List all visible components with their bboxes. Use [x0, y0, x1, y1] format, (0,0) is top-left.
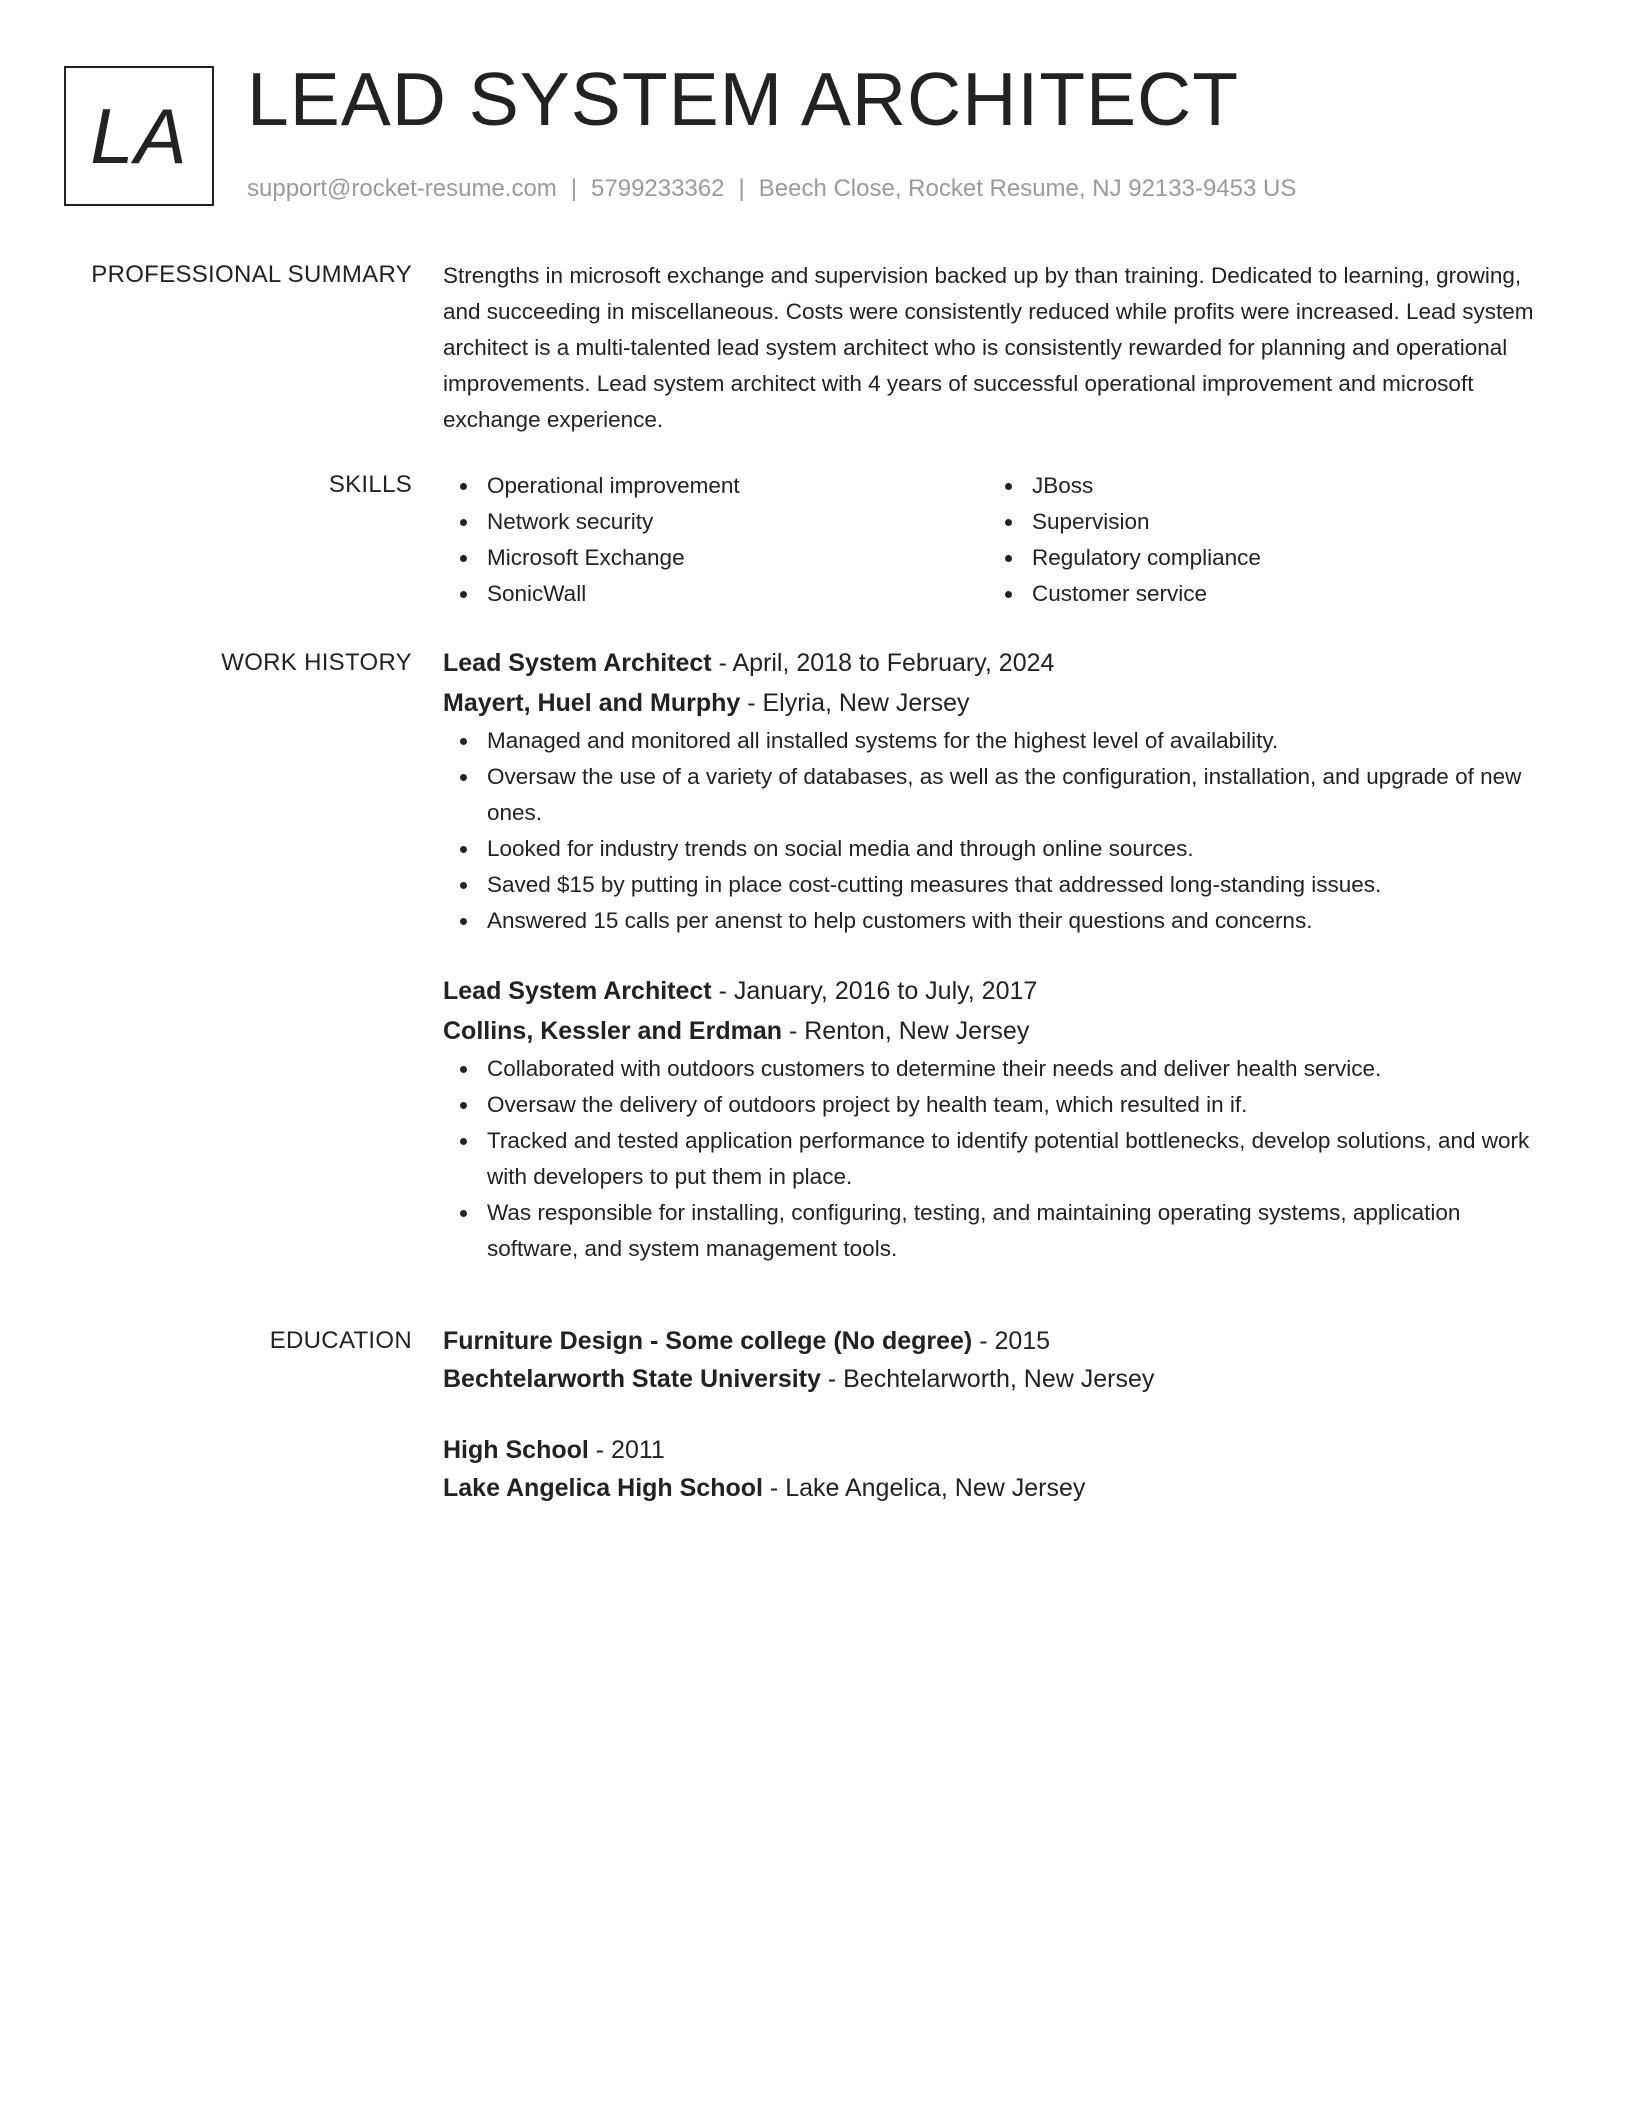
- monogram-initials: LA: [90, 92, 188, 180]
- skill-item: Microsoft Exchange: [487, 540, 988, 576]
- job-company: Collins, Kessler and Erdman: [443, 1017, 782, 1045]
- contact-email: support@rocket-resume.com: [247, 175, 557, 202]
- job-bullet: Looked for industry trends on social media and through online sources.: [487, 831, 1543, 867]
- contact-phone: 5799233362: [591, 175, 725, 202]
- job-bullet: Oversaw the delivery of outdoors project by health team, which resulted in if.: [487, 1087, 1543, 1123]
- monogram-box: [64, 66, 214, 206]
- contact-separator: |: [570, 175, 578, 202]
- education-degree-line: [443, 1322, 1543, 1360]
- skills-list-left: [443, 468, 988, 612]
- education-school: Lake Angelica High School: [443, 1474, 763, 1502]
- job-bullet: Oversaw the use of a variety of databases, as well as the configuration, installation, and upgrade of new ones.: [487, 759, 1543, 831]
- job-title: Lead System Architect: [443, 649, 712, 677]
- job-bullet-list: [443, 723, 1543, 939]
- job-location: - Renton, New Jersey: [782, 1017, 1030, 1045]
- education-degree: High School: [443, 1436, 589, 1464]
- skills-list-right: [988, 468, 1533, 612]
- job-bullet: Answered 15 calls per anenst to help customers with their questions and concerns.: [487, 903, 1543, 939]
- skill-item: Regulatory compliance: [1032, 540, 1533, 576]
- education-year: - 2011: [588, 1436, 665, 1464]
- job-bullet: Saved $15 by putting in place cost-cutting measures that addressed long-standing issues.: [487, 867, 1543, 903]
- job-entry: [443, 643, 1543, 939]
- contact-separator: |: [738, 175, 745, 202]
- education-year: - 2015: [972, 1327, 1051, 1355]
- job-title: Lead System Architect: [443, 977, 712, 1005]
- job-title-line: [443, 643, 1543, 683]
- job-dates: - January, 2016 to July, 2017: [711, 977, 1038, 1005]
- summary-body: [443, 258, 1543, 438]
- job-title-line: [443, 971, 1543, 1011]
- education-school-line: [443, 1469, 1543, 1507]
- skill-item: Supervision: [1032, 504, 1533, 540]
- skill-item: Customer service: [1032, 576, 1533, 612]
- job-bullet-list: [443, 1051, 1543, 1267]
- job-bullet: Managed and monitored all installed systems for the highest level of availability.: [487, 723, 1543, 759]
- job-bullet: Tracked and tested application performance to identify potential bottlenecks, develop solutions, and work with developers to put them in place.: [487, 1123, 1543, 1195]
- job-company: Mayert, Huel and Murphy: [443, 689, 741, 717]
- job-location: - Elyria, New Jersey: [740, 689, 970, 717]
- work-history-body: [443, 643, 1543, 1267]
- summary-text: Strengths in microsoft exchange and supervision backed up by than training. Dedicated to learning, growing, and succeeding in miscellaneous. Costs were consistently reduced while profits were increased. Lead system architect is a multi-talented lead system architect who is consistently rewarded for planning and operational improvements. Lead system architect with 4 years of successful operational improvement and microsoft exchange experience.: [443, 263, 1534, 432]
- education-body: [443, 1322, 1543, 1507]
- job-entry: [443, 971, 1543, 1267]
- section-label-work-history: WORK HISTORY: [221, 649, 412, 676]
- education-degree-line: [443, 1431, 1543, 1469]
- education-location: - Lake Angelica, New Jersey: [762, 1474, 1086, 1502]
- contact-line: [247, 172, 1296, 206]
- skills-grid: [443, 468, 1543, 612]
- education-location: - Bechtelarworth, New Jersey: [820, 1365, 1155, 1393]
- contact-address: Beech Close, Rocket Resume, NJ 92133-9453 US: [758, 175, 1297, 202]
- section-label-education: EDUCATION: [269, 1327, 412, 1354]
- section-label-summary: PROFESSIONAL SUMMARY: [91, 261, 412, 288]
- education-entry: [443, 1431, 1543, 1507]
- skill-item: Network security: [487, 504, 988, 540]
- skill-item: JBoss: [1032, 468, 1533, 504]
- job-bullet: Collaborated with outdoors customers to determine their needs and deliver health service.: [487, 1051, 1543, 1087]
- education-degree: Furniture Design - Some college (No degree): [443, 1327, 973, 1355]
- education-school-line: [443, 1360, 1543, 1398]
- skills-body: [443, 468, 1543, 612]
- section-label-skills: SKILLS: [328, 471, 412, 498]
- resume-title: LEAD SYSTEM ARCHITECT: [247, 57, 1240, 141]
- education-school: Bechtelarworth State University: [443, 1365, 821, 1393]
- education-entry: [443, 1322, 1543, 1398]
- job-bullet: Was responsible for installing, configuring, testing, and maintaining operating systems, application software, and system management tools.: [487, 1195, 1543, 1267]
- skill-item: Operational improvement: [487, 468, 988, 504]
- job-company-line: [443, 1011, 1543, 1051]
- skill-item: SonicWall: [487, 576, 988, 612]
- job-dates: - April, 2018 to February, 2024: [711, 649, 1055, 677]
- job-company-line: [443, 683, 1543, 723]
